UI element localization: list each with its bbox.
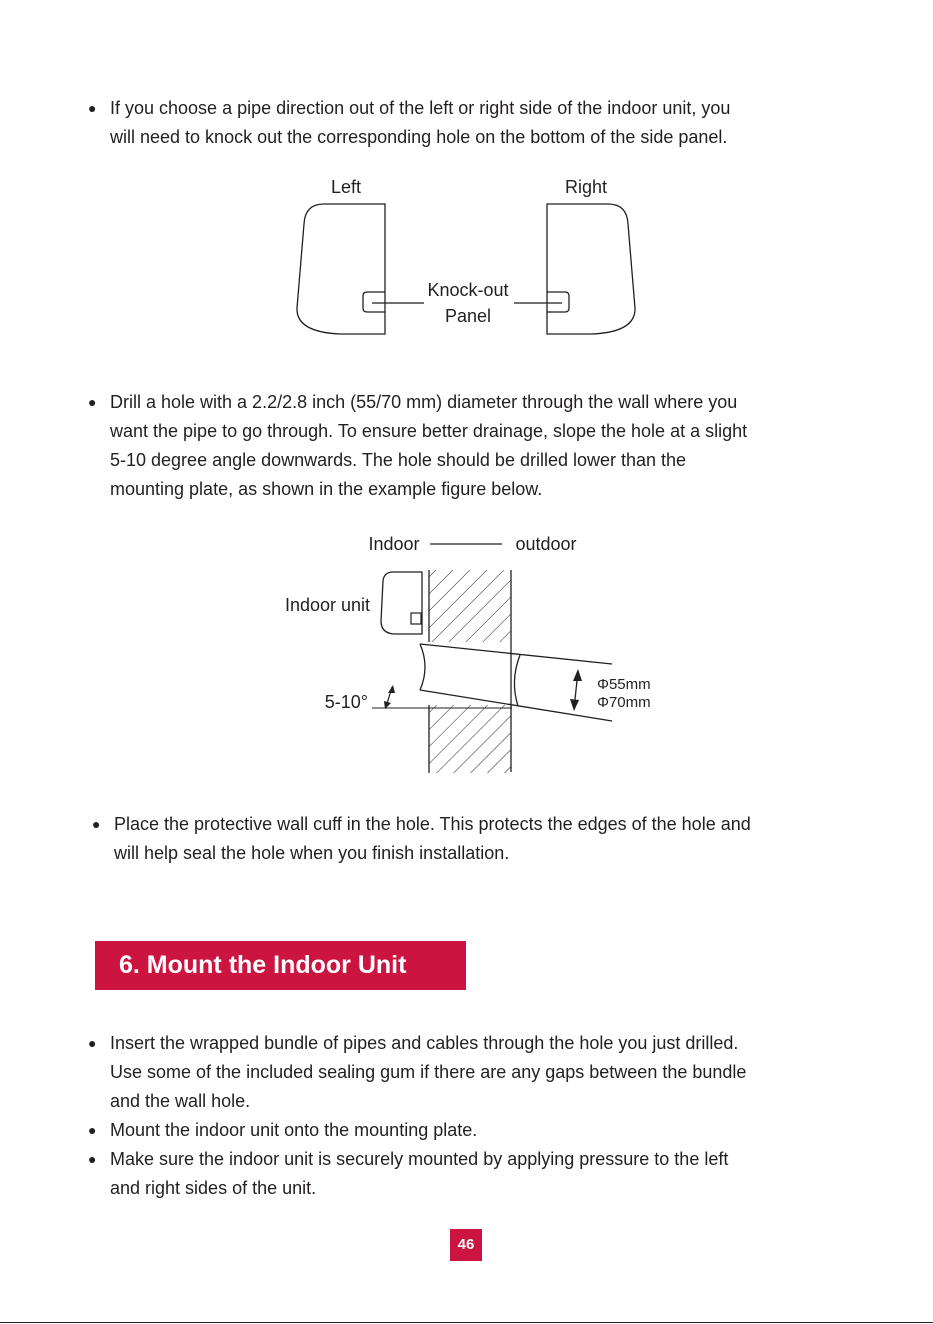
outdoor-label: outdoor [515, 534, 577, 554]
left-label: Left [330, 177, 362, 197]
drill-line: mounting plate, as shown in the example figure below. [110, 479, 543, 499]
right-knockout-hole [547, 292, 569, 312]
diameter-70-label: Φ70mm [597, 694, 651, 711]
wall-hole-figure [260, 525, 680, 780]
step-line: Use some of the included sealing gum if there are any gaps between the bundle [110, 1062, 747, 1082]
drill-line: 5-10 degree angle downwards. The hole should be drilled lower than the [110, 450, 687, 470]
intro-line: If you choose a pipe direction out of the left or right side of the indoor unit, you [110, 98, 731, 118]
step-line: and right sides of the unit. [110, 1178, 317, 1198]
pipe-break-left [420, 644, 425, 690]
section-title-bar [95, 941, 466, 990]
right-side-panel [547, 204, 635, 334]
bullet-icon: ● [88, 394, 97, 410]
left-side-panel [297, 204, 385, 334]
right-label: Right [564, 177, 608, 197]
bullet-icon: ● [88, 1122, 97, 1138]
bullet-icon: ● [88, 1151, 97, 1167]
step-secure-unit [88, 1145, 855, 1203]
step-mount-unit [88, 1116, 855, 1145]
step-insert-bundle [88, 1029, 855, 1116]
cuff-line: Place the protective wall cuff in the hole. This protects the edges of the hole and [114, 814, 751, 834]
left-knockout-hole [363, 292, 385, 312]
cuff-paragraph [92, 810, 859, 868]
bottom-rule [0, 1322, 933, 1323]
indoor-unit [381, 572, 422, 634]
pipe-top-edge [420, 644, 612, 664]
bullet-icon: ● [92, 816, 101, 832]
intro-paragraph [88, 94, 855, 152]
intro-line: will need to knock out the corresponding hole on the bottom of the side panel. [110, 127, 728, 147]
angle-label: 5-10° [324, 692, 368, 712]
step-line: Insert the wrapped bundle of pipes and cables through the hole you just drilled. [110, 1033, 739, 1053]
indoor-label: Indoor [368, 534, 420, 554]
page-number: 46 [450, 1229, 482, 1261]
panel-label: Panel [444, 306, 492, 326]
step-line: Make sure the indoor unit is securely mounted by applying pressure to the left [110, 1149, 729, 1169]
bullet-icon: ● [88, 100, 97, 116]
step-line: Mount the indoor unit onto the mounting plate. [110, 1120, 478, 1140]
drill-paragraph [88, 388, 855, 504]
cuff-line: will help seal the hole when you finish installation. [114, 843, 510, 863]
diameter-55-label: Φ55mm [597, 676, 651, 693]
knockout-panel-figure [280, 168, 660, 348]
drill-line: want the pipe to go through. To ensure better drainage, slope the hole at a slight [110, 421, 748, 441]
bullet-icon: ● [88, 1035, 97, 1051]
pipe-break-right [514, 655, 520, 706]
indoor-unit-label: Indoor unit [284, 595, 370, 615]
section-title: 6. Mount the Indoor Unit [119, 951, 407, 979]
wall-upper [429, 570, 511, 642]
drill-line: Drill a hole with a 2.2/2.8 inch (55/70 mm) diameter through the wall where you [110, 392, 738, 412]
knockout-label: Knock-out [427, 280, 509, 300]
step-line: and the wall hole. [110, 1091, 251, 1111]
wall-lower [429, 705, 511, 773]
